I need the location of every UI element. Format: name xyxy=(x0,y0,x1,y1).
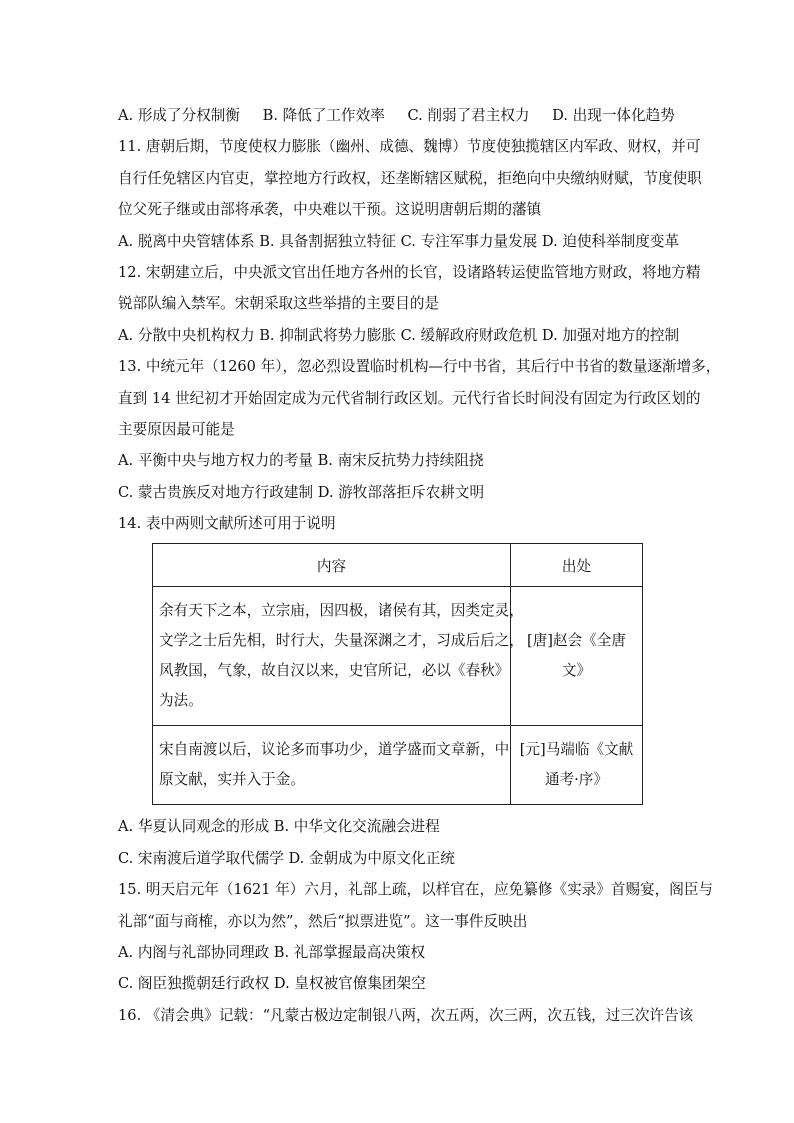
cell-line: 文学之士后先相，时行大，失量深渊之才，习成后后之， xyxy=(159,632,524,650)
cell-line: 文》 xyxy=(561,662,592,680)
table-cell-source xyxy=(511,587,643,726)
cell-line: 宋自南渡以后，议论多而事功少，道学盛而文章新，中 xyxy=(159,741,510,759)
exam-page xyxy=(118,100,721,1031)
q15-options-ab: A. 内阁与礼部协同理政 B. 礼部掌握最高决策权 xyxy=(118,944,426,962)
q10-option-c: C. 削弱了君主权力 xyxy=(407,107,530,124)
table-cell-content xyxy=(153,726,511,805)
q14-source-table xyxy=(152,543,643,805)
q15-stem-line: 礼部“面与商榷，亦以为然”，然后“拟票进览”。这一事件反映出 xyxy=(118,912,528,930)
table-cell-content xyxy=(153,587,524,726)
cell-line: 原文献，实并入于金。 xyxy=(159,771,305,789)
question-15 xyxy=(118,874,714,1000)
question-14 xyxy=(118,508,686,874)
q12-stem-line: 锐部队编入禁军。宋朝采取这些举措的主要目的是 xyxy=(118,295,440,313)
question-12 xyxy=(118,257,701,351)
table-header-row xyxy=(153,544,643,587)
cell-line: [唐]赵会《全唐 xyxy=(527,632,626,650)
table-row xyxy=(153,726,643,805)
question-11 xyxy=(118,131,702,257)
table-header-content: 内容 xyxy=(153,544,511,587)
q10-option-d: D. 出现一体化趋势 xyxy=(552,107,675,124)
cell-line: 余有天下之本，立宗庙，因四极，诸侯有其，因类定灵， xyxy=(159,602,524,620)
q12-stem-line: 12. 宋朝建立后，中央派文官出任地方各州的长官，设诸路转运使监管地方财政，将地方精 xyxy=(118,263,701,281)
q14-stem: 14. 表中两则文献所述可用于说明 xyxy=(118,515,336,533)
q13-options-ab: A. 平衡中央与地方权力的考量 B. 南宋反抗势力持续阻挠 xyxy=(118,452,484,470)
q10-options xyxy=(118,100,686,131)
q13-stem-line: 直到 14 世纪初才开始固定成为元代省制行政区划。元代行省长时间没有固定为行政区划的 xyxy=(118,389,701,407)
q10-option-b: B. 降低了工作效率 xyxy=(262,107,385,124)
cell-line: 风教国，气象，故自汉以来，史官所记，必以《春秋》 xyxy=(159,662,510,680)
question-13 xyxy=(118,351,721,508)
q11-options: A. 脱离中央管辖体系 B. 具备割据独立特征 C. 专注军事力量发展 D. 迫使科举制度变革 xyxy=(118,232,680,250)
cell-line: 为法。 xyxy=(159,692,203,710)
q10-option-a: A. 形成了分权制衡 xyxy=(118,107,240,124)
q16-stem-line: 16. 《清会典》记载：“凡蒙古极边定制银八两，次五两，次三两，次五钱，过三次许告该 xyxy=(118,1006,694,1024)
table-row xyxy=(153,587,643,726)
q15-options-cd: C. 阁臣独揽朝廷行政权 D. 皇权被官僚集团架空 xyxy=(118,975,426,993)
q14-options-ab: A. 华夏认同观念的形成 B. 中华文化交流融会进程 xyxy=(118,818,440,836)
q11-stem-line: 自行任免辖区内官吏，掌控地方行政权，还垄断辖区赋税，拒绝向中央缴纳财赋，节度使职 xyxy=(118,169,702,187)
q13-options-cd: C. 蒙古贵族反对地方行政建制 D. 游牧部落拒斥农耕文明 xyxy=(118,483,485,501)
table-cell-source xyxy=(511,726,643,805)
q15-stem-line: 15. 明天启元年（1621 年）六月，礼部上疏，以样官在，应免纂修《实录》首赐宴，阁臣与 xyxy=(118,881,714,899)
q11-stem-line: 11. 唐朝后期，节度使权力膨胀（幽州、成德、魏博）节度使独揽辖区内军政、财权，并可 xyxy=(118,138,701,156)
q14-options-cd: C. 宋南渡后道学取代儒学 D. 金朝成为中原文化正统 xyxy=(118,849,455,867)
q11-stem-line: 位父死子继或由部将承袭，中央难以干预。这说明唐朝后期的藩镇 xyxy=(118,201,542,219)
q13-stem-line: 主要原因最可能是 xyxy=(118,420,235,438)
q13-stem-line: 13. 中统元年（1260 年），忽必烈设置临时机构—行中书省，其后行中书省的数量逐渐增多， xyxy=(118,358,721,376)
q12-options: A. 分散中央机构权力 B. 抑制武将势力膨胀 C. 缓解政府财政危机 D. 加强对地方的控制 xyxy=(118,326,680,344)
table-header-source: 出处 xyxy=(511,544,643,587)
cell-line: 通考·序》 xyxy=(544,771,608,789)
cell-line: [元]马端临《文献 xyxy=(519,741,634,759)
question-16 xyxy=(118,1000,694,1031)
